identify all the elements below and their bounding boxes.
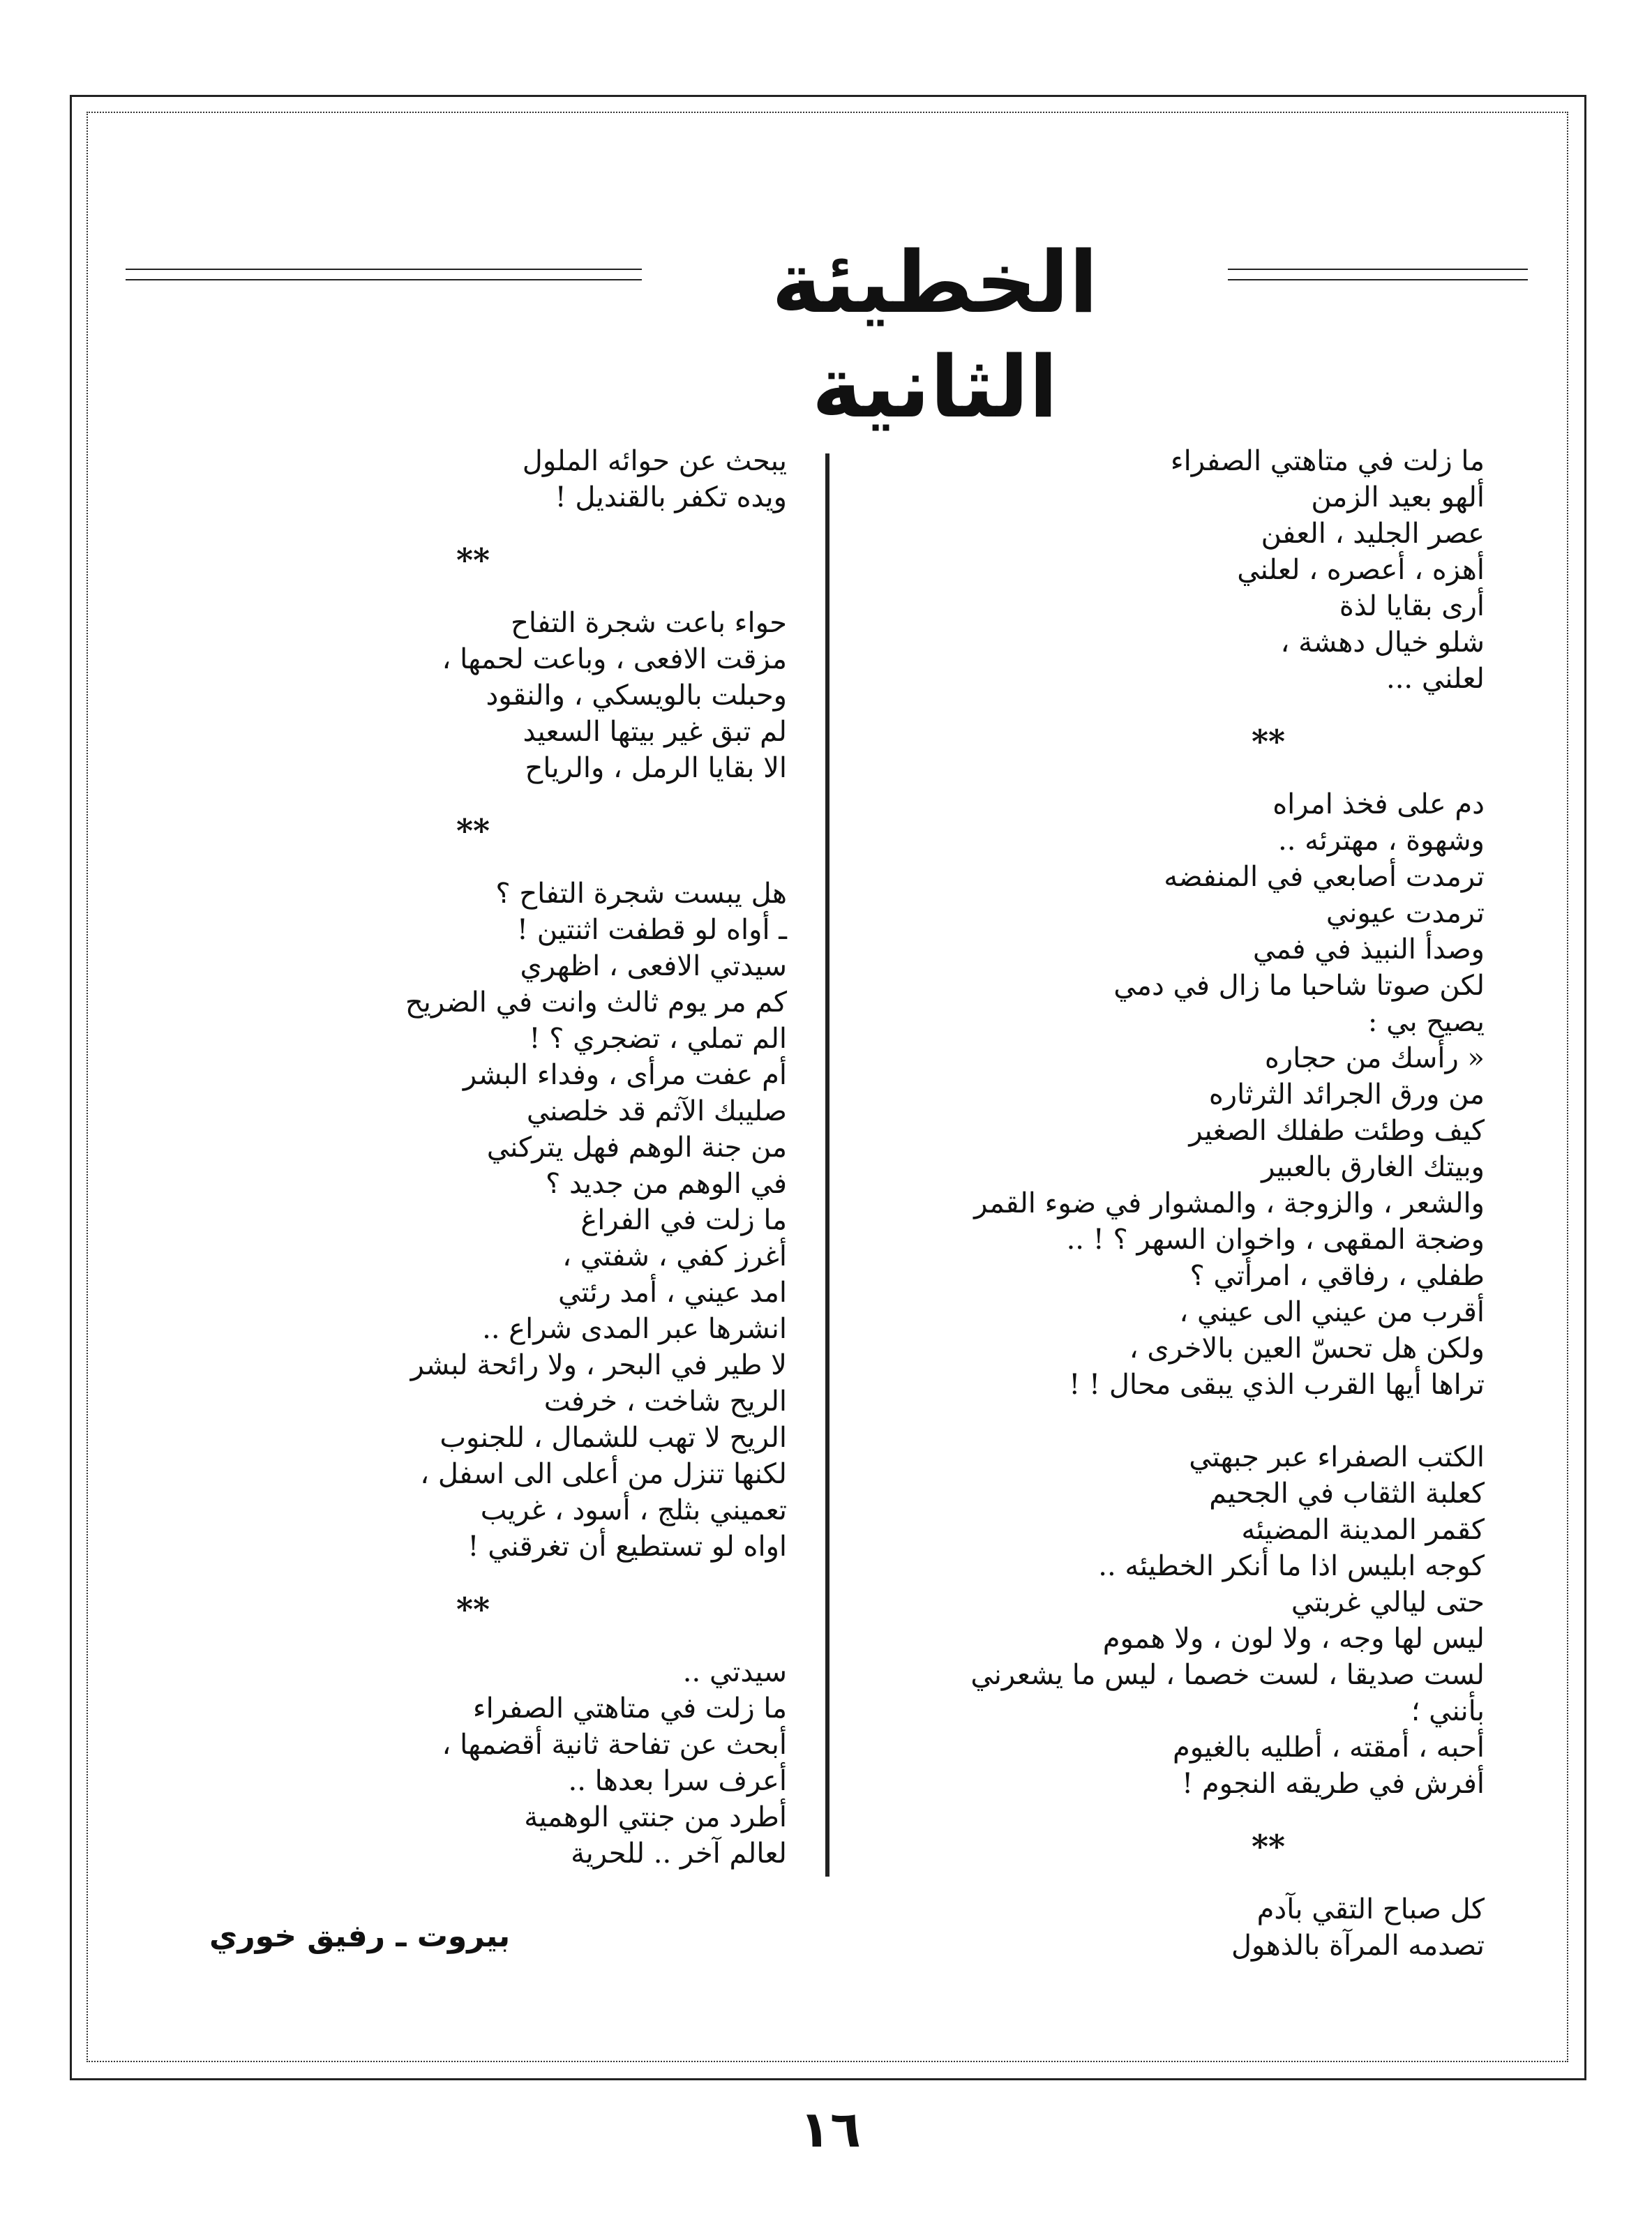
- stanza-separator: **: [1251, 723, 1286, 760]
- poem-line: ما زلت في الفراغ: [580, 1204, 787, 1236]
- poem-line: ترمدت أصابعي في المنفضه: [1164, 861, 1485, 893]
- stanza-separator: **: [456, 541, 490, 579]
- stanza-separator: **: [456, 1591, 490, 1628]
- poem-line: « رأسك من حجاره: [1264, 1042, 1485, 1074]
- poem-line: أهزه ، أعصره ، لعلني: [1237, 554, 1485, 586]
- poem-line: كم مر يوم ثالث وانت في الضريح: [405, 986, 787, 1019]
- poem-line: شلو خيال دهشة ،: [1280, 626, 1485, 659]
- poem-line: من جنة الوهم فهل يتركني: [486, 1132, 787, 1164]
- poem-line: ـ أواه لو قطفت اثنتين !: [516, 914, 787, 946]
- title-rule-left-2: [126, 279, 642, 280]
- poem-line: بأنني ؛: [1411, 1695, 1485, 1727]
- poem-line: لعلني ...: [1386, 663, 1485, 695]
- poem-line: لعالم آخر .. للحرية: [571, 1838, 787, 1870]
- poem-line: انشرها عبر المدى شراع ..: [482, 1313, 787, 1345]
- poem-line: أفرش في طريقه النجوم !: [1182, 1768, 1485, 1800]
- poem-line: لكن صوتا شاحبا ما زال في دمي: [1113, 970, 1485, 1002]
- poem-line: كعلبة الثقاب في الجحيم: [1209, 1478, 1485, 1510]
- poem-line: وشهوة ، مهترئه ..: [1278, 825, 1485, 857]
- poem-line: والشعر ، والزوجة ، والمشوار في ضوء القمر: [974, 1187, 1485, 1219]
- poem-line: تراها أيها القرب الذي يبقى محال ! !: [1069, 1369, 1485, 1401]
- poem-line: يصيح بي :: [1367, 1006, 1485, 1038]
- poem-line: وحبلت بالويسكي ، والنقود: [486, 679, 787, 712]
- right-column: [780, 443, 1485, 1964]
- poem-line: ألهو بعيد الزمن: [1311, 481, 1485, 513]
- poem-line: ليس لها وجه ، ولا لون ، ولا هموم: [1102, 1623, 1485, 1655]
- title-rule-right: [1228, 269, 1528, 270]
- poem-line: الكتب الصفراء عبر جبهتي: [1189, 1441, 1485, 1473]
- poem-line: سيدتي الافعى ، اظهري: [520, 950, 787, 982]
- poem-line: ولكن هل تحسّ العين بالاخرى ،: [1129, 1332, 1485, 1365]
- title-rule-left: [126, 269, 642, 270]
- poem-line: مزقت الافعى ، وباعت لحمها ،: [442, 643, 787, 675]
- stanza-separator: **: [456, 812, 490, 850]
- title-block: [112, 209, 1540, 437]
- poem-line: حواء باعت شجرة التفاح: [511, 607, 787, 639]
- poem-line: لم تبق غير بيتها السعيد: [523, 716, 787, 748]
- poem-line: ترمدت عيوني: [1326, 897, 1485, 929]
- poem-line: في الوهم من جديد ؟: [546, 1168, 787, 1200]
- poem-line: كل صباح التقي بآدم: [1256, 1893, 1485, 1925]
- poem-line: لست صديقا ، لست خصما ، ليس ما يشعرني: [970, 1659, 1485, 1691]
- poem-line: الريح شاخت ، خرفت: [543, 1385, 787, 1418]
- signature: بيروت ـ رفيق خوري: [209, 1918, 511, 1954]
- poem-line: دم على فخذ امراه: [1272, 788, 1485, 820]
- title-rule-right-2: [1228, 279, 1528, 280]
- poem-line: الم تملي ، تضجري ؟ !: [529, 1023, 787, 1055]
- poem-line: لكنها تنزل من أعلى الى اسفل ،: [420, 1458, 787, 1490]
- poem-line: أطرد من جنتي الوهمية: [524, 1801, 787, 1833]
- poem-line: أحبه ، أمقته ، أطليه بالغيوم: [1172, 1732, 1485, 1764]
- poem-line: هل يبست شجرة التفاح ؟: [495, 878, 787, 910]
- poem-line: عصر الجليد ، العفن: [1261, 518, 1485, 550]
- poem-line: وضجة المقهى ، واخوان السهر ؟ ! ..: [1066, 1224, 1485, 1256]
- poem-line: كقمر المدينة المضيئه: [1241, 1514, 1485, 1546]
- poem-line: أغرز كفي ، شفتي ،: [562, 1240, 787, 1272]
- poem-line: وصدأ النبيذ في فمي: [1252, 933, 1485, 966]
- poem-line: أعرف سرا بعدها ..: [568, 1765, 787, 1797]
- poem-line: وبيتك الغارق بالعبير: [1261, 1151, 1485, 1183]
- poem-line: كوجه ابليس اذا ما أنكر الخطيئه ..: [1098, 1550, 1485, 1582]
- poem-line: أقرب من عيني الى عيني ،: [1179, 1296, 1485, 1328]
- poem-line: الا بقايا الرمل ، والرياح: [525, 752, 787, 784]
- poem-line: ما زلت في متاهتي الصفراء: [472, 1692, 787, 1725]
- poem-line: تعميني بثلج ، أسود ، غريب: [480, 1494, 787, 1526]
- poem-line: ما زلت في متاهتي الصفراء: [1170, 445, 1485, 477]
- poem-title: الخطيئة الثانية: [772, 233, 1098, 437]
- poem-line: تصدمه المرآة بالذهول: [1231, 1930, 1485, 1962]
- poem-line: أم عفت مرأى ، وفداء البشر: [463, 1059, 787, 1091]
- poem-line: حتى ليالي غربتي: [1291, 1586, 1485, 1618]
- poem-line: اواه لو تستطيع أن تغرقني !: [467, 1531, 787, 1563]
- stanza-separator: **: [1251, 1828, 1286, 1865]
- poem-line: صليبك الآثم قد خلصني: [526, 1095, 787, 1127]
- poem-line: أرى بقايا لذة: [1339, 590, 1485, 622]
- poem-line: الريح لا تهب للشمال ، للجنوب: [440, 1422, 787, 1454]
- poem-line: لا طير في البحر ، ولا رائحة لبشر: [410, 1349, 787, 1381]
- poem-line: طفلي ، رفاقي ، امرأتي ؟: [1189, 1260, 1485, 1292]
- poem-line: أبحث عن تفاحة ثانية أقضمها ،: [442, 1729, 787, 1761]
- poem-line: امد عيني ، أمد رئتي: [557, 1277, 787, 1309]
- poem-line: سيدتي ..: [682, 1656, 787, 1688]
- left-column: [159, 443, 787, 1872]
- poem-line: ويده تكفر بالقنديل !: [555, 481, 787, 513]
- poem-line: يبحث عن حوائه الملول: [522, 445, 787, 477]
- page-number: ١٦: [799, 2100, 861, 2158]
- poem-line: من ورق الجرائد الثرثاره: [1208, 1079, 1485, 1111]
- poem-line: كيف وطئت طفلك الصغير: [1189, 1115, 1485, 1147]
